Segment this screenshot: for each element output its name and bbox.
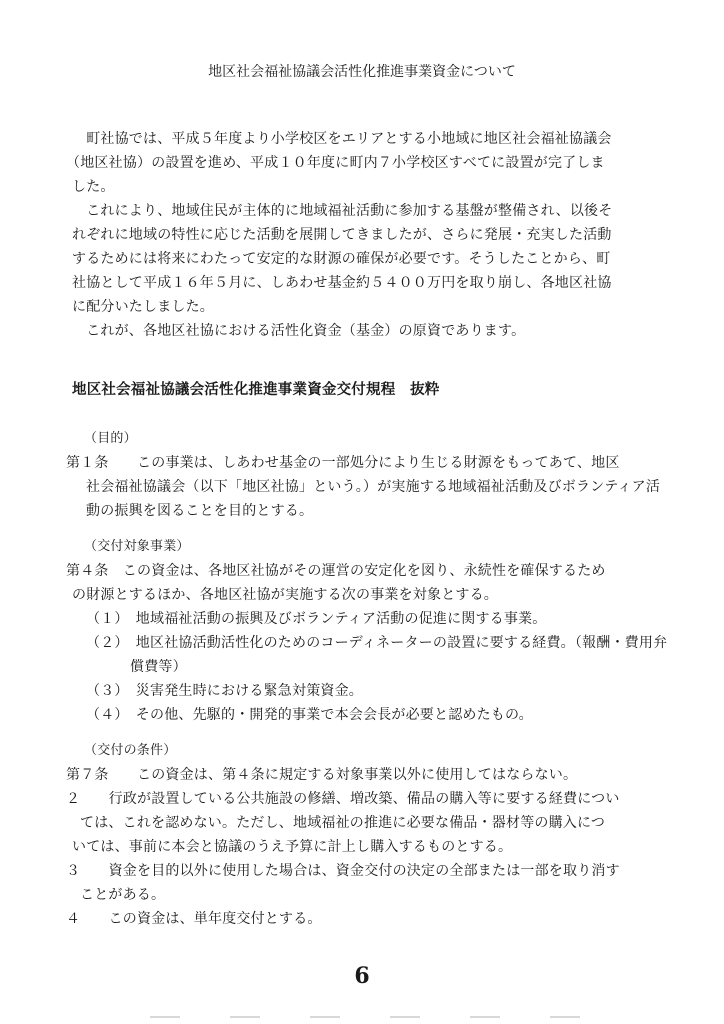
intro-line: これにより、地域住民が主体的に地域福祉活動に参加する基盤が整備され、以後そ	[72, 203, 613, 219]
scan-mark	[150, 1016, 180, 1018]
intro-line: 町社協では、平成５年度より小学校区をエリアとする小地域に地区社会福祉協議会	[72, 131, 612, 147]
purpose-heading: （目的）	[84, 431, 137, 446]
eligible-heading: （交付対象事業）	[84, 539, 190, 554]
document-title: 地区社会福祉協議会活性化推進事業資金について	[208, 64, 516, 80]
scan-mark	[470, 1016, 500, 1018]
eligible-item: （２） 地区社協活動活性化のためのコーディネーターの設置に要する経費。（報酬・費用弁	[86, 635, 668, 651]
intro-line: これが、各地区社協における活性化資金（基金）の原資であります。	[72, 323, 526, 339]
conditions-line: ては、これを認めない。ただし、地域福祉の推進に必要な備品・器材等の購入につ	[80, 815, 606, 831]
scan-mark	[230, 1016, 260, 1018]
intro-line: に配分いたしました。	[72, 299, 214, 315]
eligible-item: 償費等）	[130, 659, 187, 675]
scan-mark	[390, 1016, 420, 1018]
conditions-line: 第７条 この資金は、第４条に規定する対象事業以外に使用してはならない。	[66, 767, 578, 783]
purpose-line: 社会福祉協議会（以下「地区社協」という。）が実施する地域福祉活動及びボランティア活	[86, 479, 661, 495]
conditions-line: ２ 行政が設置している公共施設の修繕、増改築、備品の購入等に要する経費につい	[66, 791, 620, 807]
scan-mark	[310, 1016, 340, 1018]
conditions-heading: （交付の条件）	[84, 743, 177, 758]
conditions-line: ３ 資金を目的以外に使用した場合は、資金交付の決定の全部または一部を取り消す	[66, 863, 620, 879]
purpose-line: 第１条 この事業は、しあわせ基金の一部処分により生じる財源をもってあて、地区	[66, 455, 620, 471]
purpose-line: 動の振興を図ることを目的とする。	[86, 503, 314, 519]
eligible-line: の財源とするほか、各地区社協が実施する次の事業を対象とする。	[72, 587, 498, 603]
intro-line: するためには将来にわたって安定的な財源の確保が必要です。そうしたことから、町	[72, 251, 611, 267]
scan-edge-marks	[150, 1016, 580, 1019]
page-number: 6	[354, 963, 370, 989]
conditions-line: ことがある。	[80, 887, 166, 903]
intro-line: （地区社協）の設置を進め、平成１０年度に町内７小学校区すべてに設置が完了しま	[66, 155, 605, 171]
conditions-line: ４ この資金は、単年度交付とする。	[66, 911, 322, 927]
conditions-line: いては、事前に本会と協議のうえ予算に計上し購入するものとする。	[72, 839, 513, 855]
eligible-item: （１） 地域福祉活動の振興及びボランティア活動の促進に関する事業。	[86, 611, 547, 627]
eligible-item: （３） 災害発生時における緊急対策資金。	[86, 683, 363, 699]
intro-line: した。	[72, 179, 115, 195]
scan-mark	[550, 1016, 580, 1018]
regulations-title: 地区社会福祉協議会活性化推進事業資金交付規程 抜粋	[72, 382, 440, 398]
intro-line: 社協として平成１６年５月に、しあわせ基金約５４００万円を取り崩し、各地区社協	[72, 275, 612, 291]
intro-line: れぞれに地域の特性に応じた活動を展開してきましたが、さらに発展・充実した活動	[72, 227, 612, 243]
eligible-item: （４） その他、先駆的・開発的事業で本会会長が必要と認めたもの。	[86, 707, 533, 723]
eligible-line: 第４条 この資金は、各地区社協がその運営の安定化を図り、永続性を確保するため	[66, 563, 606, 579]
